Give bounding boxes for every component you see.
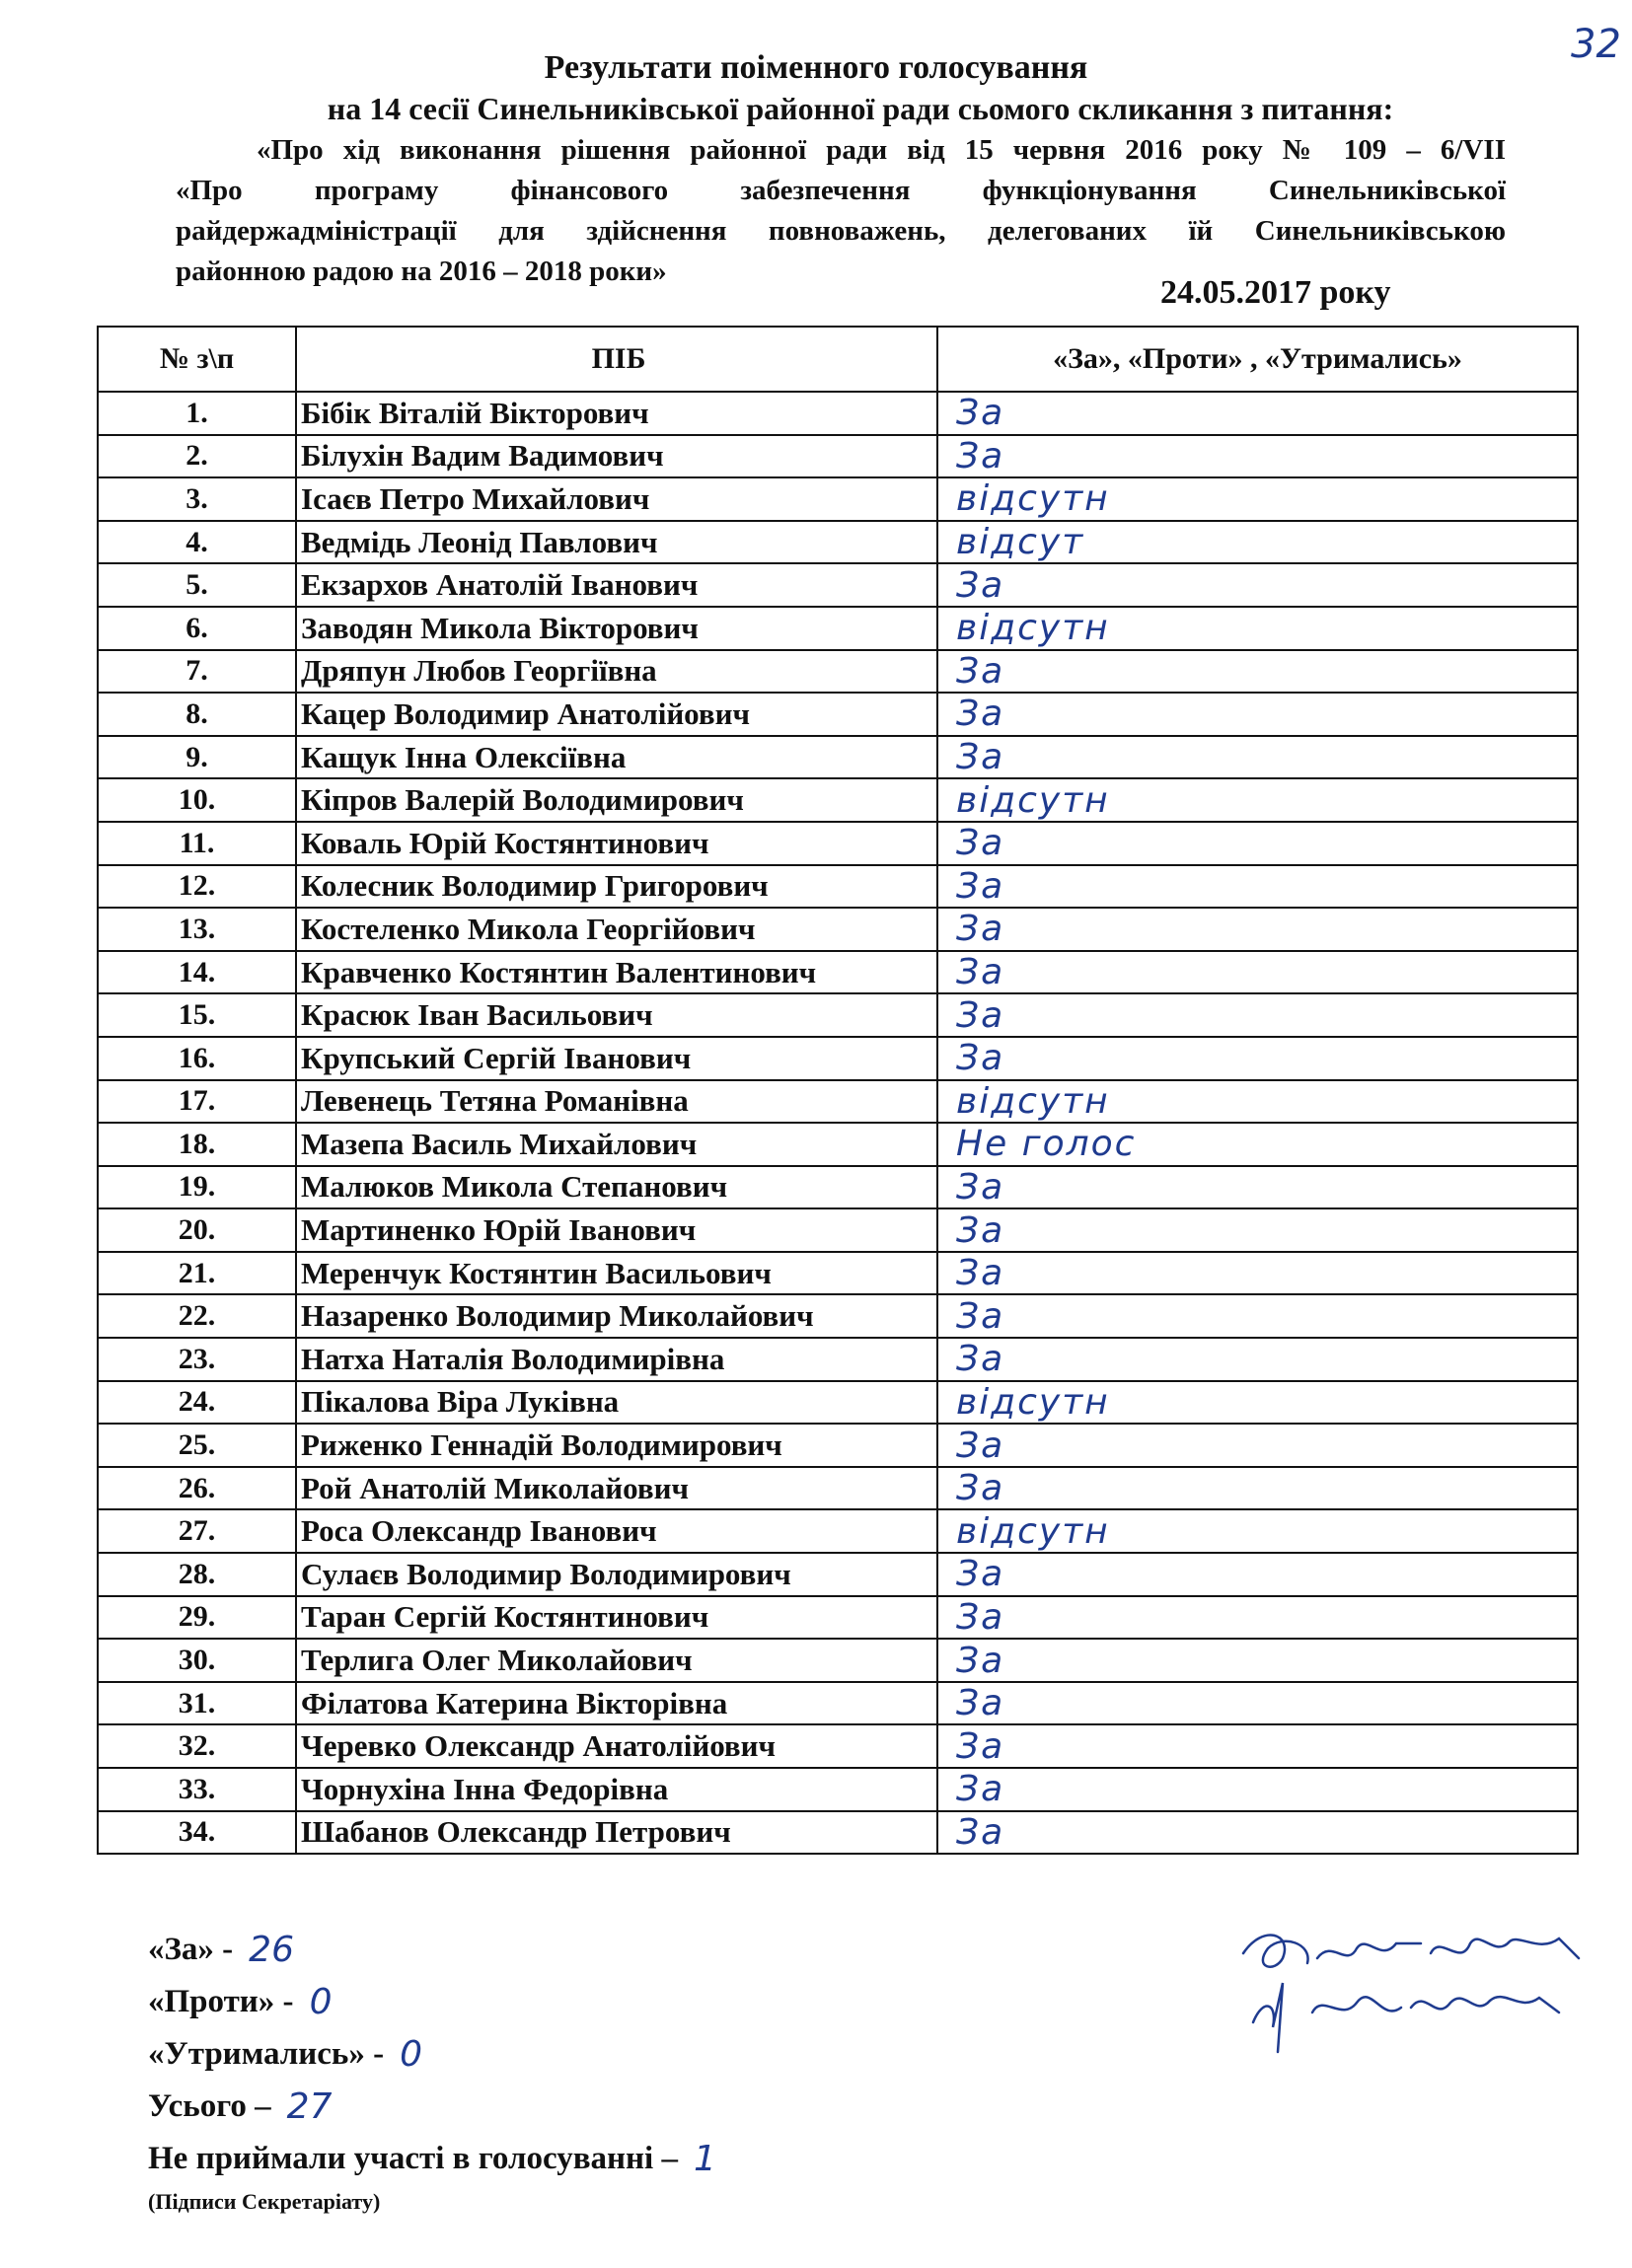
deputy-name: Білухін Вадим Вадимович: [296, 435, 937, 478]
row-number: 18.: [98, 1123, 296, 1166]
vote-cell: [937, 951, 1578, 994]
page-number: 32: [1571, 22, 1621, 67]
row-number: 3.: [98, 477, 296, 521]
row-number: 17.: [98, 1080, 296, 1124]
table-row: [98, 1166, 1578, 1209]
summary-total-label: Усього –: [148, 2088, 271, 2124]
vote-cell: [937, 1811, 1578, 1855]
vote-value: За: [956, 737, 1005, 778]
deputy-name: Шабанов Олександр Петрович: [296, 1811, 937, 1855]
table-row: [98, 563, 1578, 607]
vote-value: відсутн: [956, 1080, 1110, 1122]
vote-cell: [937, 1123, 1578, 1166]
table-row: [98, 993, 1578, 1037]
vote-cell: [937, 1596, 1578, 1640]
vote-value: За: [956, 1640, 1005, 1681]
deputy-name: Бібік Віталій Вікторович: [296, 392, 937, 435]
deputy-name: Кацер Володимир Анатолійович: [296, 693, 937, 736]
vote-value: За: [956, 1596, 1005, 1638]
table-row: [98, 392, 1578, 435]
vote-cell: [937, 1252, 1578, 1295]
vote-value: відсутн: [956, 1510, 1110, 1552]
vote-value: За: [956, 393, 1005, 434]
table-row: [98, 650, 1578, 694]
summary-za: [148, 1924, 716, 1976]
column-header-name: ПІБ: [296, 327, 937, 392]
deputy-name: Кіпров Валерій Володимирович: [296, 778, 937, 822]
table-row: [98, 477, 1578, 521]
summary-total: [148, 2081, 716, 2133]
vote-cell: [937, 778, 1578, 822]
table-row: [98, 1467, 1578, 1510]
vote-cell: [937, 1381, 1578, 1425]
deputy-name: Колесник Володимир Григорович: [296, 865, 937, 909]
vote-value: За: [956, 909, 1005, 950]
table-header-row: [98, 327, 1578, 392]
vote-cell: [937, 435, 1578, 478]
vote-cell: [937, 1768, 1578, 1811]
deputy-name: Красюк Іван Васильович: [296, 993, 937, 1037]
vote-cell: [937, 1208, 1578, 1252]
table-row: [98, 908, 1578, 951]
vote-cell: [937, 1724, 1578, 1768]
vote-value: За: [956, 1468, 1005, 1509]
table-row: [98, 607, 1578, 650]
vote-cell: [937, 1166, 1578, 1209]
vote-cell: [937, 392, 1578, 435]
row-number: 33.: [98, 1768, 296, 1811]
table-row: [98, 1080, 1578, 1124]
vote-value: За: [956, 1725, 1005, 1767]
document-header: [0, 47, 1632, 128]
deputy-name: Назаренко Володимир Миколайович: [296, 1294, 937, 1338]
vote-cell: [937, 1424, 1578, 1467]
deputy-name: Мартиненко Юрій Іванович: [296, 1208, 937, 1252]
vote-cell: [937, 1338, 1578, 1381]
deputy-name: Мазепа Василь Михайлович: [296, 1123, 937, 1166]
summary-absent-value: 1: [693, 2139, 716, 2179]
row-number: 14.: [98, 951, 296, 994]
row-number: 10.: [98, 778, 296, 822]
deputy-name: Ісаєв Петро Михайлович: [296, 477, 937, 521]
vote-summary: [148, 1924, 716, 2215]
vote-value: За: [956, 1811, 1005, 1853]
row-number: 20.: [98, 1208, 296, 1252]
row-number: 34.: [98, 1811, 296, 1855]
row-number: 32.: [98, 1724, 296, 1768]
vote-value: відсут: [956, 522, 1085, 563]
summary-utrymalys: [148, 2028, 716, 2081]
vote-cell: [937, 736, 1578, 779]
deputy-name: Черевко Олександр Анатолійович: [296, 1724, 937, 1768]
table-row: [98, 822, 1578, 865]
table-row: [98, 1338, 1578, 1381]
table-body: [98, 392, 1578, 1854]
vote-cell: [937, 1682, 1578, 1725]
vote-cell: [937, 1639, 1578, 1682]
summary-za-label: «За» -: [148, 1932, 234, 1967]
vote-value: За: [956, 1425, 1005, 1466]
deputy-name: Натха Наталія Володимирівна: [296, 1338, 937, 1381]
vote-cell: [937, 908, 1578, 951]
vote-cell: [937, 1294, 1578, 1338]
vote-value: За: [956, 1166, 1005, 1207]
deputy-name: Дряпун Любов Георгіївна: [296, 650, 937, 694]
summary-utrymalys-value: 0: [400, 2034, 423, 2075]
vote-cell: [937, 1037, 1578, 1080]
vote-cell: [937, 1080, 1578, 1124]
row-number: 5.: [98, 563, 296, 607]
deputy-name: Чорнухіна Інна Федорівна: [296, 1768, 937, 1811]
deputy-name: Рой Анатолій Миколайович: [296, 1467, 937, 1510]
row-number: 16.: [98, 1037, 296, 1080]
deputy-name: Сулаєв Володимир Володимирович: [296, 1553, 937, 1596]
summary-total-value: 27: [286, 2086, 333, 2127]
row-number: 26.: [98, 1467, 296, 1510]
row-number: 13.: [98, 908, 296, 951]
vote-value: За: [956, 564, 1005, 606]
signatures-note: (Підписи Секретаріату): [148, 2189, 381, 2214]
vote-value: За: [956, 650, 1005, 692]
row-number: 6.: [98, 607, 296, 650]
row-number: 8.: [98, 693, 296, 736]
deputy-name: Меренчук Костянтин Васильович: [296, 1252, 937, 1295]
table-row: [98, 1424, 1578, 1467]
document-date: 24.05.2017 року: [1160, 274, 1391, 311]
vote-value: За: [956, 1554, 1005, 1595]
table-row: [98, 1123, 1578, 1166]
row-number: 21.: [98, 1252, 296, 1295]
deputy-name: Риженко Геннадій Володимирович: [296, 1424, 937, 1467]
table-row: [98, 1252, 1578, 1295]
row-number: 7.: [98, 650, 296, 694]
table-row: [98, 1811, 1578, 1855]
row-number: 27.: [98, 1509, 296, 1553]
deputy-name: Роса Олександр Іванович: [296, 1509, 937, 1553]
summary-proty-value: 0: [309, 1982, 333, 2022]
vote-cell: [937, 477, 1578, 521]
summary-absent-label: Не приймали участі в голосуванні –: [148, 2141, 678, 2176]
row-number: 2.: [98, 435, 296, 478]
table-row: [98, 521, 1578, 564]
row-number: 30.: [98, 1639, 296, 1682]
document-title: Результати поіменного голосування: [544, 49, 1088, 86]
deputy-name: Кравченко Костянтин Валентинович: [296, 951, 937, 994]
table-row: [98, 1768, 1578, 1811]
row-number: 28.: [98, 1553, 296, 1596]
row-number: 9.: [98, 736, 296, 779]
column-header-vote: «За», «Проти» , «Утримались»: [937, 327, 1578, 392]
row-number: 11.: [98, 822, 296, 865]
summary-proty: [148, 1976, 716, 2028]
question-line: райдержадміністрації для здійснення повноважень, делегованих їй Синельниківською: [176, 215, 1506, 247]
row-number: 12.: [98, 865, 296, 909]
question-line: «Про хід виконання рішення районної ради від 15 червня 2016 року № 109 – 6/VII: [257, 134, 1506, 166]
summary-absent: [148, 2133, 716, 2185]
row-number: 29.: [98, 1596, 296, 1640]
question-text: [176, 130, 1506, 292]
deputy-name: Філатова Катерина Вікторівна: [296, 1682, 937, 1725]
table-row: [98, 1037, 1578, 1080]
table-row: [98, 778, 1578, 822]
deputy-name: Терлига Олег Миколайович: [296, 1639, 937, 1682]
vote-cell: [937, 693, 1578, 736]
vote-value: За: [956, 1253, 1005, 1294]
table-row: [98, 1553, 1578, 1596]
table-row: [98, 865, 1578, 909]
vote-value: За: [956, 865, 1005, 907]
vote-cell: [937, 865, 1578, 909]
summary-proty-label: «Проти» -: [148, 1984, 294, 2019]
vote-value: Не голос: [956, 1124, 1137, 1165]
row-number: 23.: [98, 1338, 296, 1381]
deputy-name: Заводян Микола Вікторович: [296, 607, 937, 650]
vote-cell: [937, 563, 1578, 607]
secretariat-signatures-icon: [1224, 1914, 1598, 2062]
vote-cell: [937, 521, 1578, 564]
table-row: [98, 1724, 1578, 1768]
deputy-name: Кащук Інна Олексіївна: [296, 736, 937, 779]
vote-cell: [937, 822, 1578, 865]
vote-value: За: [956, 694, 1005, 735]
vote-value: За: [956, 952, 1005, 993]
summary-za-value: 26: [249, 1930, 294, 1970]
vote-value: За: [956, 435, 1005, 476]
deputy-name: Таран Сергій Костянтинович: [296, 1596, 937, 1640]
document-subtitle: на 14 сесії Синельниківської районної ради сьомого скликання з питання:: [327, 91, 1394, 126]
row-number: 24.: [98, 1381, 296, 1425]
votes-table: [97, 326, 1579, 1855]
table-row: [98, 736, 1578, 779]
table-row: [98, 1381, 1578, 1425]
vote-value: відсутн: [956, 779, 1110, 821]
vote-value: За: [956, 1683, 1005, 1724]
row-number: 25.: [98, 1424, 296, 1467]
deputy-name: Левенець Тетяна Романівна: [296, 1080, 937, 1124]
vote-value: За: [956, 1295, 1005, 1337]
vote-value: За: [956, 1769, 1005, 1810]
table-row: [98, 693, 1578, 736]
vote-value: відсутн: [956, 478, 1110, 520]
table-row: [98, 1294, 1578, 1338]
deputy-name: Коваль Юрій Костянтинович: [296, 822, 937, 865]
deputy-name: Крупський Сергій Іванович: [296, 1037, 937, 1080]
vote-value: За: [956, 994, 1005, 1036]
table-row: [98, 1639, 1578, 1682]
row-number: 1.: [98, 392, 296, 435]
vote-value: відсутн: [956, 608, 1110, 649]
vote-cell: [937, 650, 1578, 694]
row-number: 19.: [98, 1166, 296, 1209]
table-row: [98, 1509, 1578, 1553]
question-line: районною радою на 2016 – 2018 роки»: [176, 256, 667, 287]
table-row: [98, 951, 1578, 994]
deputy-name: Малюков Микола Степанович: [296, 1166, 937, 1209]
summary-utrymalys-label: «Утримались» -: [148, 2036, 385, 2072]
row-number: 31.: [98, 1682, 296, 1725]
column-header-number: № з\п: [98, 327, 296, 392]
signature-scribble: [1243, 1935, 1579, 2052]
vote-cell: [937, 607, 1578, 650]
deputy-name: Костеленко Микола Георгійович: [296, 908, 937, 951]
vote-cell: [937, 1553, 1578, 1596]
row-number: 15.: [98, 993, 296, 1037]
vote-cell: [937, 1509, 1578, 1553]
vote-value: За: [956, 1209, 1005, 1251]
vote-value: За: [956, 1038, 1005, 1079]
table-row: [98, 435, 1578, 478]
row-number: 4.: [98, 521, 296, 564]
vote-value: відсутн: [956, 1381, 1110, 1423]
deputy-name: Пікалова Віра Луківна: [296, 1381, 937, 1425]
table-row: [98, 1208, 1578, 1252]
vote-value: За: [956, 823, 1005, 864]
row-number: 22.: [98, 1294, 296, 1338]
question-line: «Про програму фінансового забезпечення функціонування Синельниківської: [176, 175, 1506, 206]
table-row: [98, 1596, 1578, 1640]
table-row: [98, 1682, 1578, 1725]
vote-cell: [937, 993, 1578, 1037]
deputy-name: Екзархов Анатолій Іванович: [296, 563, 937, 607]
vote-value: За: [956, 1339, 1005, 1380]
deputy-name: Ведмідь Леонід Павлович: [296, 521, 937, 564]
vote-cell: [937, 1467, 1578, 1510]
